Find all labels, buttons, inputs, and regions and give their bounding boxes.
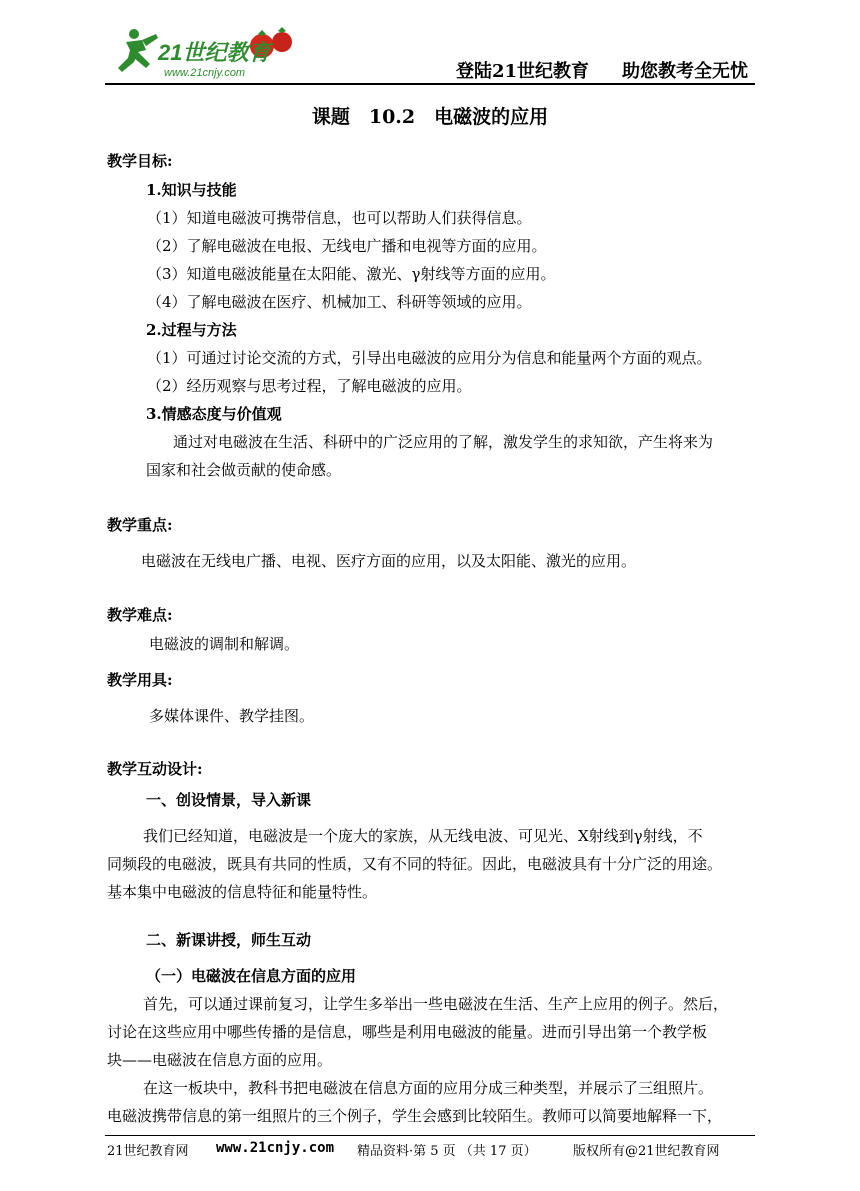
key-points-text: 电磁波在无线电广播、电视、医疗方面的应用，以及太阳能、激光的应用。 <box>141 552 637 570</box>
header-tagline-1: 登陆21世纪教育 <box>456 61 590 82</box>
goals-heading: 教学目标: <box>107 152 173 170</box>
part-heading: 一、创设情景，导入新课 <box>146 791 312 809</box>
design-heading: 教学互动设计: <box>107 760 203 778</box>
logo-text: 21世纪教育 <box>158 40 271 65</box>
header-tagline-2: 助您教考全无忧 <box>622 61 748 82</box>
subsection-heading: （一）电磁波在信息方面的应用 <box>146 967 357 985</box>
paragraph-line: 国家和社会做贡献的使命感。 <box>146 461 342 479</box>
footer-divider <box>105 1135 755 1136</box>
list-item: （1）知道电磁波可携带信息，也可以帮助人们获得信息。 <box>147 209 532 227</box>
paragraph-line: 在这一板块中，教科书把电磁波在信息方面的应用分成三种类型，并展示了三组照片。 <box>143 1079 714 1097</box>
footer-site-name: 21世纪教育网 <box>107 1144 189 1159</box>
list-item: （1）可通过讨论交流的方式，引导出电磁波的应用分为信息和能量两个方面的观点。 <box>147 349 712 367</box>
section-heading: 2.过程与方法 <box>146 321 237 339</box>
document-title: 课题 10.2 电磁波的应用 <box>311 106 549 128</box>
part-heading: 二、新课讲授，师生互动 <box>146 931 312 949</box>
paragraph-line: 基本集中电磁波的信息特征和能量特性。 <box>107 883 378 901</box>
section-heading: 3.情感态度与价值观 <box>146 405 282 423</box>
list-item: （4）了解电磁波在医疗、机械加工、科研等领域的应用。 <box>147 293 532 311</box>
tools-text: 多媒体课件、教学挂图。 <box>149 707 315 725</box>
paragraph-line: 通过对电磁波在生活、科研中的广泛应用的了解，激发学生的求知欲，产生将来为 <box>173 433 714 451</box>
footer-page-info: 精品资料·第 5 页 （共 17 页） <box>357 1144 537 1159</box>
key-points-heading: 教学重点: <box>107 516 173 534</box>
logo-url: www.21cnjy.com <box>164 67 246 79</box>
list-item: （3）知道电磁波能量在太阳能、激光、γ射线等方面的应用。 <box>147 265 556 283</box>
paragraph-line: 同频段的电磁波，既具有共同的性质，又有不同的特征。因此，电磁波具有十分广泛的用途。 <box>107 855 723 873</box>
paragraph-line: 首先，可以通过课前复习，让学生多举出一些电磁波在生活、生产上应用的例子。然后， <box>143 995 729 1013</box>
difficulty-text: 电磁波的调制和解调。 <box>149 635 300 653</box>
footer-copyright: 版权所有@21世纪教育网 <box>573 1144 720 1159</box>
paragraph-line: 块——电磁波在信息方面的应用。 <box>107 1051 333 1069</box>
header-divider <box>105 83 755 85</box>
paragraph-line: 讨论在这些应用中哪些传播的是信息，哪些是利用电磁波的能量。进而引导出第一个教学板 <box>107 1023 708 1041</box>
difficulty-heading: 教学难点: <box>107 606 173 624</box>
paragraph-line: 我们已经知道，电磁波是一个庞大的家族，从无线电波、可见光、X射线到γ射线，不 <box>143 827 703 845</box>
site-logo <box>112 22 312 82</box>
running-figure-icon <box>118 29 158 72</box>
paragraph-line: 电磁波携带信息的第一组照片的三个例子，学生会感到比较陌生。教师可以简要地解释一下， <box>107 1107 723 1125</box>
tools-heading: 教学用具: <box>107 671 173 689</box>
footer-url-link[interactable]: www.21cnjy.com <box>216 1140 335 1156</box>
list-item: （2）了解电磁波在电报、无线电广播和电视等方面的应用。 <box>147 237 547 255</box>
section-heading: 1.知识与技能 <box>146 181 237 199</box>
list-item: （2）经历观察与思考过程，了解电磁波的应用。 <box>147 377 472 395</box>
